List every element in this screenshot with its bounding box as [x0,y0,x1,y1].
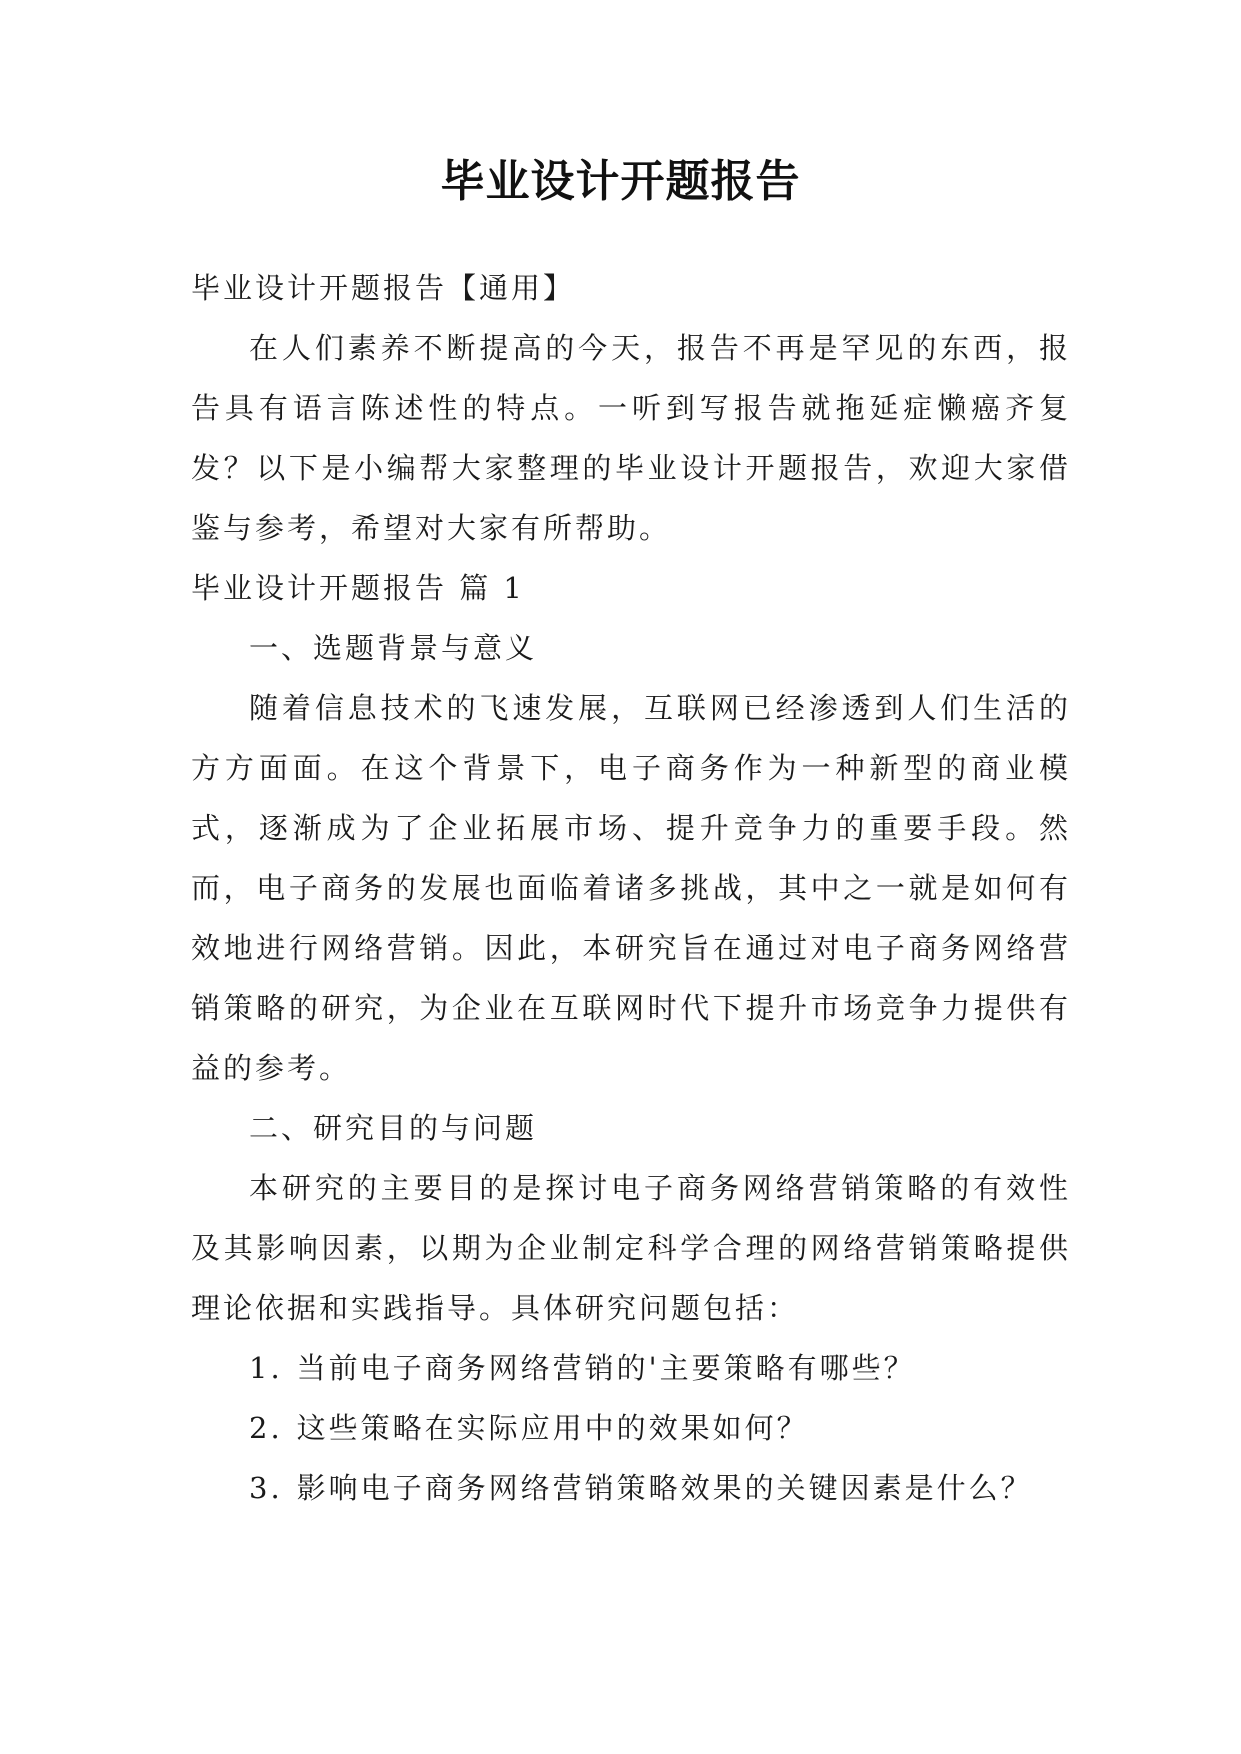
section-title: 毕业设计开题报告 篇 1 [191,571,525,605]
list-number: 1. [249,1351,283,1385]
list-item [191,1398,1071,1458]
document-title: 毕业设计开题报告 [440,156,801,207]
list-number: 3. [249,1471,283,1505]
list-text: 当前电子商务网络营销的'主要策略有哪些？ [296,1351,916,1385]
paragraph-purpose: 本研究的主要目的是探讨电子商务网络营销策略的有效性及其影响因素，以期为企业制定科学合理的网络营销策略提供理论依据和实践指导。具体研究问题包括： [191,1171,1071,1325]
document-subtitle: 毕业设计开题报告【通用】 [191,271,576,305]
list-text: 这些策略在实际应用中的效果如何？ [296,1411,809,1445]
list-item [191,1338,1071,1398]
paragraph-background: 随着信息技术的飞速发展，互联网已经渗透到人们生活的方方面面。在这个背景下，电子商务作为一种新型的商业模式，逐渐成为了企业拓展市场、提升竞争力的重要手段。然而，电子商务的发展也面临着诸多挑战，其中之一就是如何有效地进行网络营销。因此，本研究旨在通过对电子商务网络营销策略的研究，为企业在互联网时代下提升市场竞争力提供有益的参考。 [191,691,1071,1085]
list-number: 2. [249,1411,283,1445]
intro-paragraph: 在人们素养不断提高的今天，报告不再是罕见的东西，报告具有语言陈述性的特点。一听到写报告就拖延症懒癌齐复发？以下是小编帮大家整理的毕业设计开题报告，欢迎大家借鉴与参考，希望对大家有所帮助。 [191,331,1071,545]
list-item [191,1458,1071,1518]
heading-background: 一、选题背景与意义 [249,631,538,665]
document-body [191,258,1071,1518]
heading-purpose: 二、研究目的与问题 [249,1111,538,1145]
list-text: 影响电子商务网络营销策略效果的关键因素是什么？ [296,1471,1033,1505]
